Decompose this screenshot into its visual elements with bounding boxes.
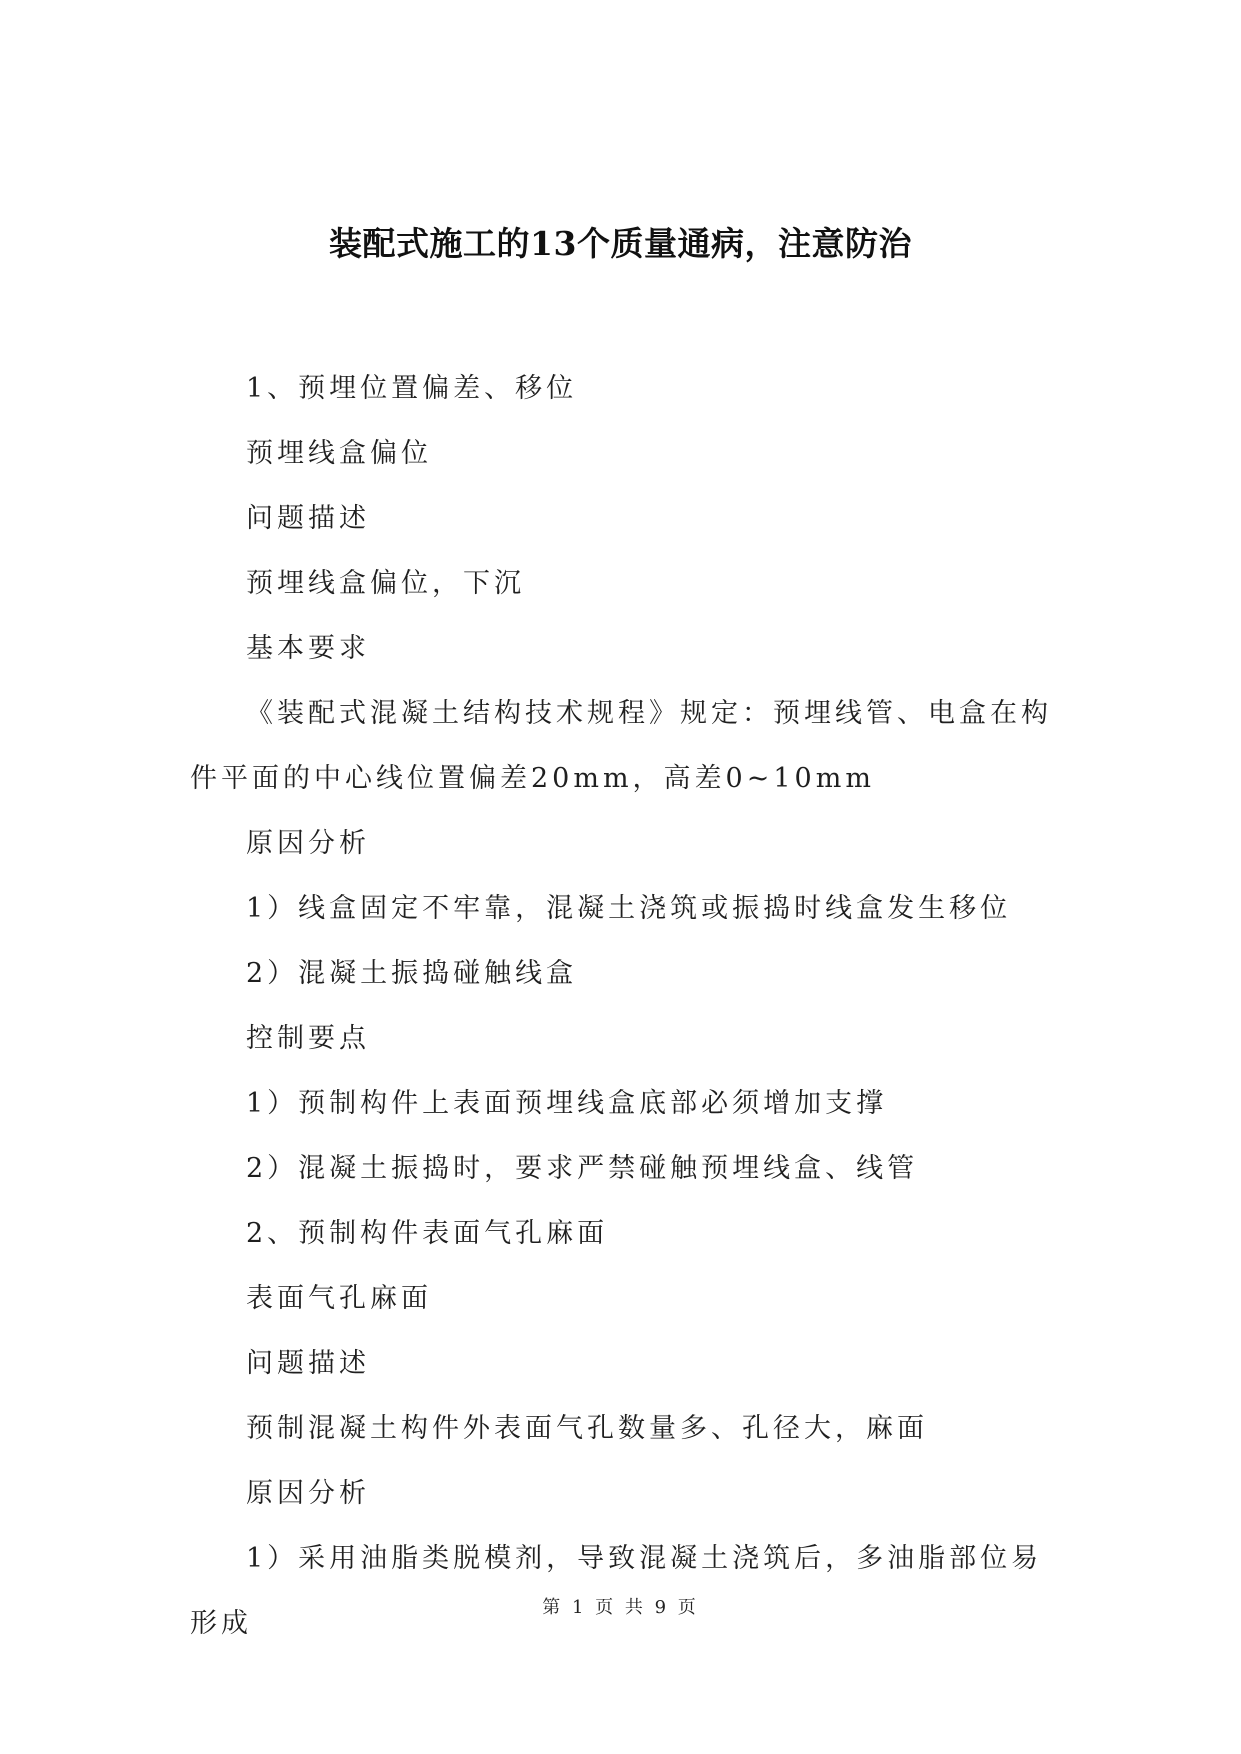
paragraph: 基本要求 — [246, 633, 370, 664]
paragraph: 1）预制构件上表面预埋线盒底部必须增加支撑 — [246, 1088, 888, 1119]
paragraph: 2）混凝土振捣时，要求严禁碰触预埋线盒、线管 — [246, 1153, 919, 1184]
page-number: 第 1 页 共 9 页 — [542, 1597, 699, 1618]
paragraph: 《装配式混凝土结构技术规程》规定：预埋线管、电盒在构件平面的中心线位置偏差20mm，高差0~10mm — [190, 698, 1052, 794]
page-title: 装配式施工的13个质量通病，注意防治 — [329, 224, 912, 263]
paragraph: 1、预埋位置偏差、移位 — [246, 373, 578, 404]
paragraph: 1）采用油脂类脱模剂，导致混凝土浇筑后，多油脂部位易形成 — [190, 1543, 1043, 1639]
paragraph: 预埋线盒偏位 — [246, 438, 432, 469]
paragraph: 预制混凝土构件外表面气孔数量多、孔径大，麻面 — [246, 1413, 928, 1444]
paragraph: 问题描述 — [246, 1348, 370, 1379]
document-body — [190, 356, 1058, 1656]
paragraph: 表面气孔麻面 — [246, 1283, 432, 1314]
paragraph: 2）混凝土振捣碰触线盒 — [246, 958, 578, 989]
paragraph: 问题描述 — [246, 503, 370, 534]
paragraph: 原因分析 — [246, 828, 370, 859]
paragraph: 控制要点 — [246, 1023, 370, 1054]
paragraph: 1）线盒固定不牢靠，混凝土浇筑或振捣时线盒发生移位 — [246, 893, 1012, 924]
paragraph: 2、预制构件表面气孔麻面 — [246, 1218, 609, 1249]
paragraph: 原因分析 — [246, 1478, 370, 1509]
paragraph: 预埋线盒偏位，下沉 — [246, 568, 525, 599]
